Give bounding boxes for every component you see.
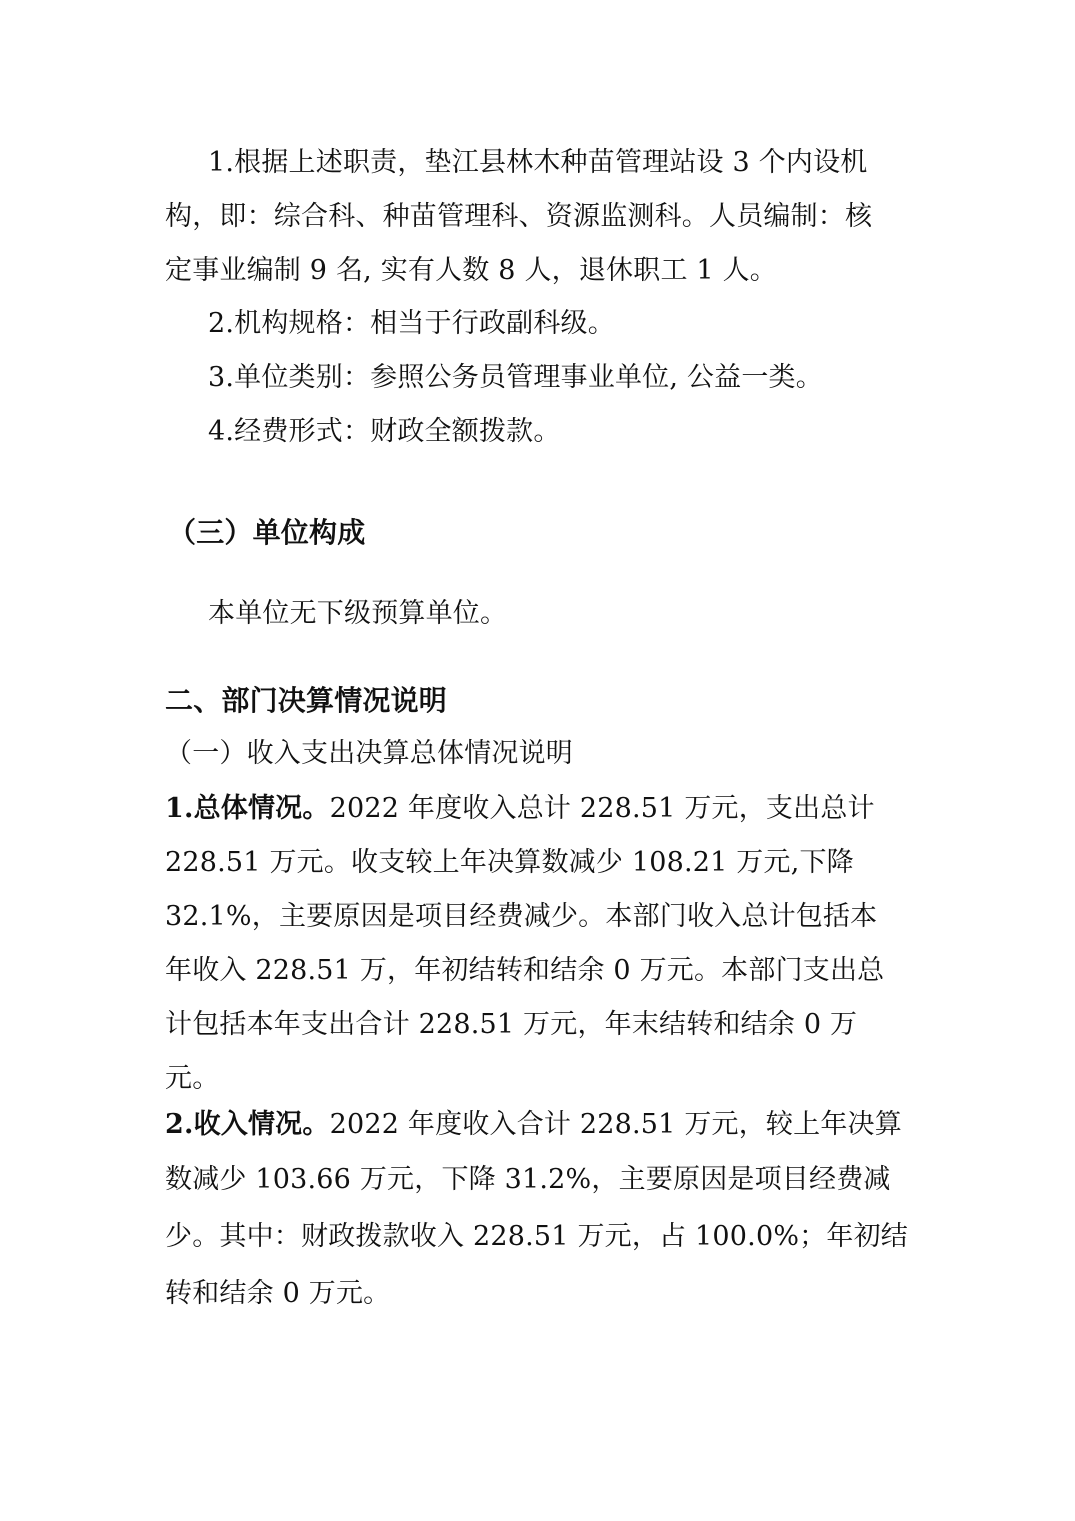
paragraph-functions-line-2: 构，即：综合科、种苗管理科、资源监测科。人员编制：核 [165, 201, 873, 232]
paragraph-unit-category: 3.单位类别：参照公务员管理事业单位, 公益一类。 [208, 362, 823, 393]
paragraph-functions-line-3: 定事业编制 9 名, 实有人数 8 人，退休职工 1 人。 [165, 255, 777, 286]
income-line-1 [165, 1098, 925, 1152]
part-two-heading: 二、部门决算情况说明 [165, 684, 448, 717]
overall-line-1-rest: 2022 年度收入总计 228.51 万元，支出总计 [329, 793, 875, 824]
paragraph-organization-level: 2.机构规格：相当于行政副科级。 [208, 308, 615, 339]
overall-line-6: 元。 [165, 1063, 220, 1094]
paragraph-funding-form: 4.经费形式：财政全额拨款。 [208, 416, 561, 447]
part-two-subheading: （一）收入支出决算总体情况说明 [165, 738, 573, 769]
overall-line-4: 年收入 228.51 万，年初结转和结余 0 万元。本部门支出总 [165, 955, 885, 986]
overall-line-2: 228.51 万元。收支较上年决算数减少 108.21 万元,下降 [165, 847, 854, 878]
section-three-text: 本单位无下级预算单位。 [208, 598, 508, 629]
paragraph-functions-line-1: 1.根据上述职责，垫江县林木种苗管理站设 3 个内设机 [208, 147, 868, 178]
income-line-4: 转和结余 0 万元。 [165, 1278, 391, 1309]
overall-line-1 [165, 782, 925, 836]
section-three-heading: （三）单位构成 [168, 516, 366, 549]
income-line-2: 数减少 103.66 万元，下降 31.2%，主要原因是项目经费减 [165, 1164, 891, 1195]
overall-line-5: 计包括本年支出合计 228.51 万元，年末结转和结余 0 万 [165, 1009, 858, 1040]
income-line-1-rest: 2022 年度收入合计 228.51 万元，较上年决算 [329, 1109, 902, 1140]
overall-line-3: 32.1%，主要原因是项目经费减少。本部门收入总计包括本 [165, 901, 878, 932]
income-line-3: 少。其中：财政拨款收入 228.51 万元，占 100.0%；年初结 [165, 1221, 908, 1252]
income-lead: 2.收入情况。 [165, 1109, 330, 1140]
overall-lead: 1.总体情况。 [165, 793, 330, 824]
